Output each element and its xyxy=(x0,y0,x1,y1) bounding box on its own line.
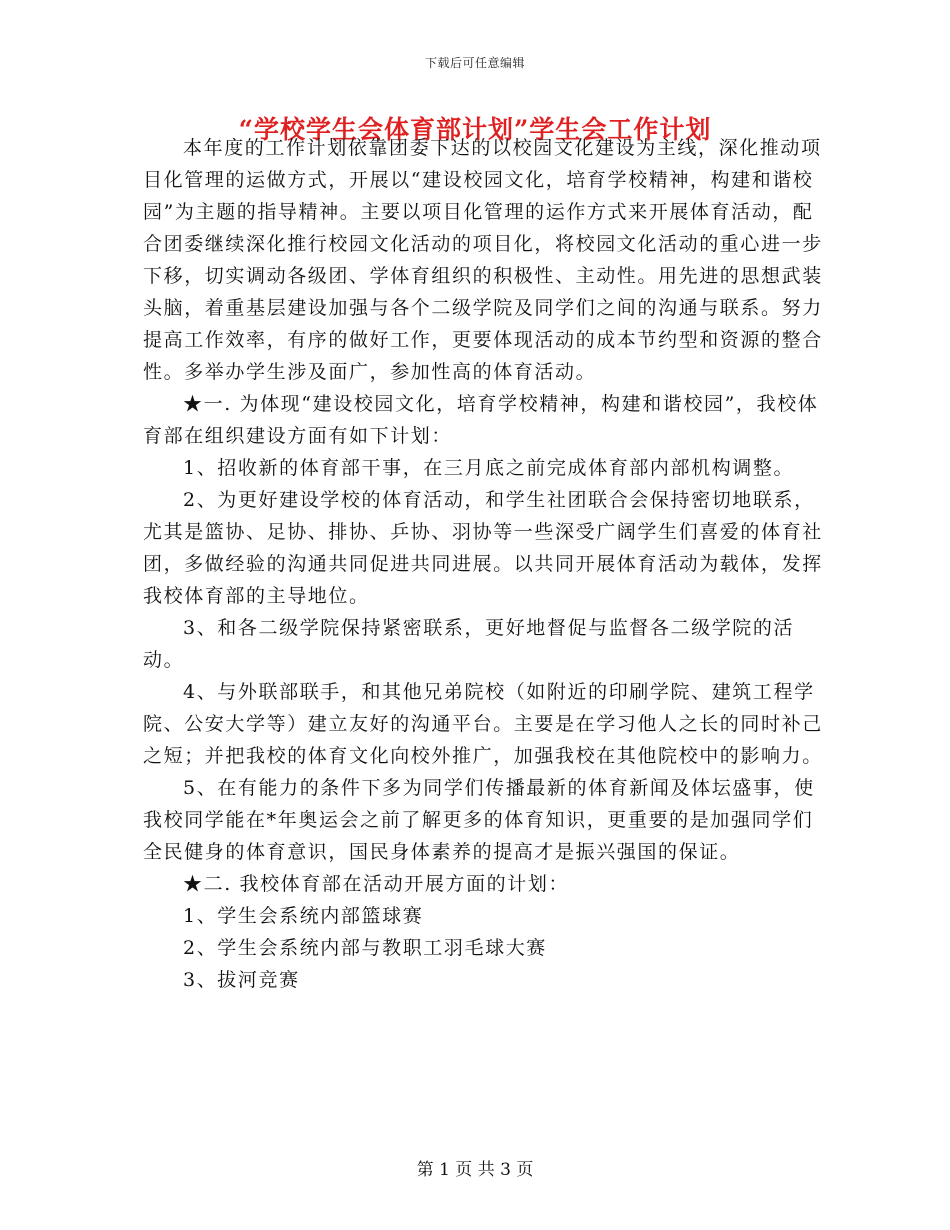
section-1-item: 1、招收新的体育部干事，在三月底之前完成体育部内部机构调整。 xyxy=(183,457,795,479)
section-2-heading: ★二. 我校体育部在活动开展方面的计划： xyxy=(183,873,570,895)
section-1-item: 3、和各二级学院保持紧密联系，更好地督促与监督各二级学院的活动。 xyxy=(143,617,795,671)
section-2-item: 1、学生会系统内部篮球赛 xyxy=(183,905,424,927)
section-1-heading: ★一. 为体现“建设校园文化，培育学校精神，构建和谐校园”，我校体育部在组织建设方面有如下计划： xyxy=(143,393,819,447)
page-footer-number: 第 1 页 共 3 页 xyxy=(416,1160,534,1180)
intro-paragraph: 本年度的工作计划依靠团委下达的以校园文化建设为主线，深化推动项目化管理的运做方式，开展以“建设校园文化，培育学校精神，构建和谐校园”为主题的指导精神。主要以项目化管理的运作方式来开展体育活动，配合团委继续深化推行校园文化活动的项目化，将校园文化活动的重心进一步下移，切实调动各级团、学体育组织的积极性、主动性。用先进的思想武装头脑，着重基层建设加强与各个二级学院及同学们之间的沟通与联系。努力提高工作效率，有序的做好工作，更要体现活动的成本节约型和资源的整合性。多举办学生涉及面广，参加性高的体育活动。 xyxy=(143,137,823,383)
page-header-note: 下载后可任意编辑 xyxy=(424,56,525,70)
section-1-item: 4、与外联部联手，和其他兄弟院校（如附近的印刷学院、建筑工程学院、公安大学等）建立友好的沟通平台。主要是在学习他人之长的同时补己之短；并把我校的体育文化向校外推广，加强我校在其他院校中的影响力。 xyxy=(143,681,823,767)
document-body xyxy=(143,132,823,996)
section-2-item: 3、拔河竞赛 xyxy=(183,969,300,991)
section-1-item: 2、为更好建设学校的体育活动，和学生社团联合会保持密切地联系，尤其是篮协、足协、排协、乒协、羽协等一些深受广阔学生们喜爱的体育社团，多做经验的沟通共同促进共同进展。以共同开展体育活动为载体，发挥我校体育部的主导地位。 xyxy=(143,489,823,607)
section-2-item: 2、学生会系统内部与教职工羽毛球大赛 xyxy=(183,937,547,959)
section-1-item: 5、在有能力的条件下多为同学们传播最新的体育新闻及体坛盛事，使我校同学能在*年奥运会之前了解更多的体育知识，更重要的是加强同学们全民健身的体育意识，国民身体素养的提高才是振兴强国的保证。 xyxy=(143,777,815,863)
document-title: “学校学生会体育部计划”学生会工作计划 xyxy=(238,115,712,144)
